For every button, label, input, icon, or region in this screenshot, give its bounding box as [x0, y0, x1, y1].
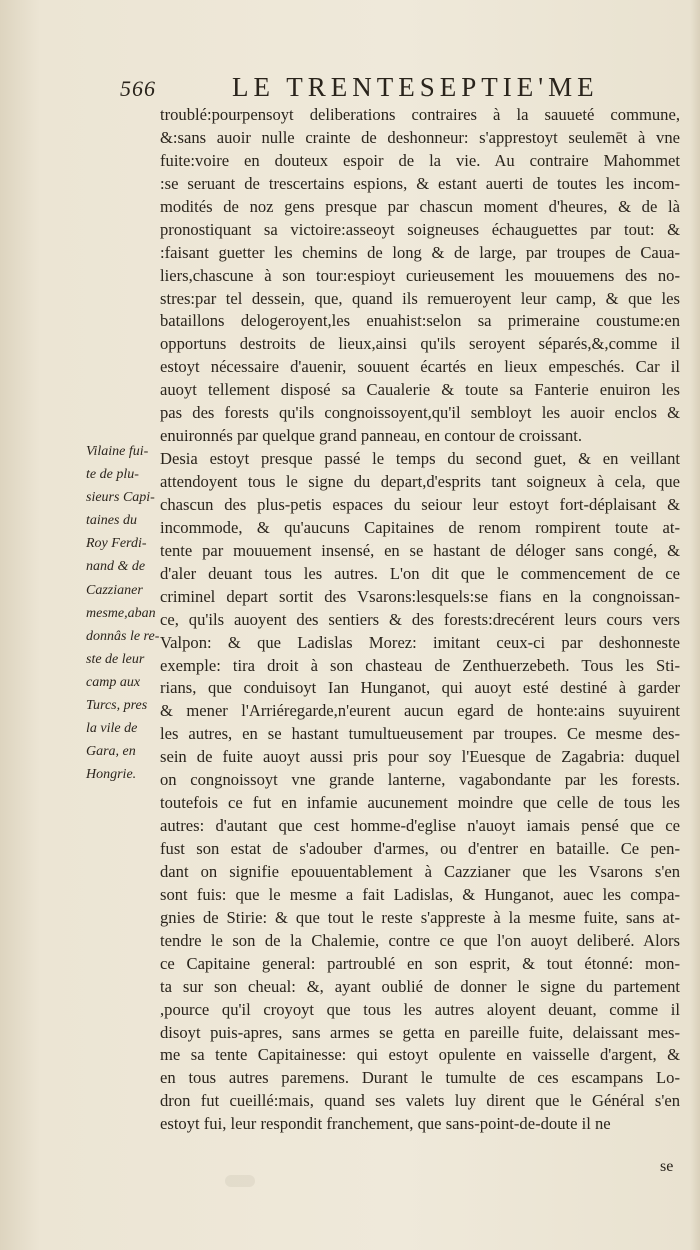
margin-note-line: camp aux [86, 674, 141, 690]
text-line: & mener l'Arriéregarde,n'eurent aucun egard de honte:ains suyuirent [160, 701, 680, 721]
margin-note-line: Turcs, pres [86, 698, 148, 714]
margin-note-line: nand & de [86, 559, 146, 575]
text-line: opportuns destroits de lieux,ainsi qu'ils seroyent séparés,&,comme il [160, 334, 680, 354]
text-line: on congnoissoyt vne grande lanterne, vagabondante par les forests. [160, 770, 680, 790]
text-line: modités de noz gens presque par chascun moment d'heures, & de là [160, 196, 680, 216]
running-title: LE TRENTESEPTIE'ME [232, 72, 599, 102]
text-line: liers,chascune à son tour:espioyt curieusement les mouuemens des no- [160, 265, 680, 285]
text-line: pas des forests qu'ils congnoissoyent,qu'il sembloyt les auoir enclos & [160, 403, 680, 423]
text-line: ta sur son cheual: &, ayant oublié de donner le signe du partement [160, 976, 680, 996]
text-line: enuironnés par quelque grand panneau, en contour de croissant. [160, 426, 583, 446]
text-line: autres: d'autant que cest homme-d'eglise n'auoyt iamais pensé que ce [160, 816, 680, 836]
text-line: :se seruant de trescertains espions, & estant auerti de toutes les incom- [160, 173, 680, 193]
text-line: criminel depart sortit des Vsarons:lesquels:se fians en la congnoissan- [160, 586, 680, 606]
text-line: auoyt tellement disposé sa Caualerie & toute sa Fanterie enuiron les [160, 380, 680, 400]
text-line: pronostiquant sa victoire:asseoyt soigneuses échauguettes par tout: & [160, 219, 680, 239]
text-line: estoyt fui, leur respondit franchement, que sans-point-de-doute il ne [160, 1114, 611, 1134]
text-line: dant on signifie epouuentablement à Cazzianer que les Vsarons s'en [160, 861, 680, 881]
text-line: me sa tente Capitainesse: qui estoyt opulente en vaisselle d'argent, & [160, 1045, 680, 1065]
text-line: sein de fuite auoyt aussi pris pour soy l'Euesque de Zagabria: duquel [160, 747, 680, 767]
text-line: disoyt puis-apres, sans armes se getta en pareille fuite, delaissant mes- [160, 1022, 680, 1042]
margin-note [86, 440, 160, 786]
text-line: fust son estat de s'adouber d'armes, ou d'entrer en bataille. Ce pen- [160, 839, 680, 858]
text-line: sont fuis: que le mesme a fait Ladislas, & Hunganot, auec les compa- [160, 884, 680, 904]
margin-note-line: Hongrie. [86, 767, 137, 783]
margin-note-line: Roy Ferdi- [86, 536, 147, 552]
text-line: stres:par tel dessein, que, quand ils remueroyent leur camp, & que les [160, 288, 680, 308]
margin-note-line: mesme,aban [86, 605, 156, 621]
text-line: Valpon: & que Ladislas Morez: imitant ceux-ci par deshonneste [160, 632, 680, 652]
margin-note-line: taines du [86, 513, 137, 529]
page-header [0, 68, 700, 108]
text-line: tendre le son de la Chalemie, contre ce que l'on auoyt deliberé. Alors [160, 930, 680, 950]
text-line: en tous autres paremens. Durant le tumulte de ces escampans Lo- [160, 1068, 680, 1088]
margin-note-line: Vilaine fui- [86, 444, 149, 459]
margin-note-line: Cazzianer [86, 582, 143, 598]
text-line: chascun des plus-petis espaces du seiour leur estoyt fort-déplaisant & [160, 494, 680, 514]
margin-note-line: te de plu- [86, 467, 139, 483]
text-line: d'aler deuant tous les autres. L'on dit que le commencement de ce [160, 563, 680, 583]
text-line: incommode, & qu'aucuns Capitaines de renom rompirent toute at- [160, 517, 680, 537]
text-line: tente par mouuement insensé, en se hastant de déloger sans congé, & [160, 540, 680, 560]
text-line: ,pource qu'il croyoyt que tous les autres aloyent deuant, comme il [160, 999, 680, 1019]
page-number: 566 [120, 76, 156, 101]
text-line: :faisant guetter les chemins de long & de large, par troupes de Caua- [160, 242, 680, 262]
text-line: Desia estoyt presque passé le temps du second guet, & en veillant [160, 449, 680, 469]
text-line: bataillons delogeroyent,les enuahist:selon sa primeraine coustume:en [160, 311, 680, 331]
margin-note-line: ste de leur [86, 651, 145, 667]
text-line: gnies de Stirie: & que tout le reste s'apprestе à la mesme fuite, sans at- [160, 907, 680, 927]
margin-note-line: la vile de [86, 721, 138, 737]
body-text [160, 104, 680, 1136]
text-line: les autres, en se hastant tumultueusement par troupes. Ce mesme des- [160, 724, 680, 744]
text-line: ce, qu'ils auoyent des sentiers & des forests:drecérent leurs cours vers [160, 609, 680, 629]
text-line: troublé:pourpensoyt deliberations contraires à la sauueté commune, [160, 105, 680, 124]
text-line: attendoyent tous le signe du depart,d'esprits tant soigneux à cela, que [160, 472, 680, 491]
text-line: toutefois ce fut en infamie aucunement moindre que celle de tous les [160, 793, 680, 813]
margin-note-line: donnâs le re- [86, 628, 160, 644]
margin-note-line: sieurs Capi- [86, 490, 155, 506]
text-line: fuite:voire en douteux espoir de la vie. Au contraire Mahommet [160, 150, 680, 170]
text-line: rians, que conduisoyt Ian Hunganot, qui auoyt esté destiné à garder [160, 678, 680, 698]
text-line: dron fut cueillé:mais, quand ses valets luy dirent que le Général s'en [160, 1091, 680, 1111]
text-line: exemple: tira droit à son chasteau de Zenthuerzebeth. Tous les Sti- [160, 655, 680, 675]
text-line: &:sans auoir nulle crainte de deshonneur: s'apprestoyt seulemēt à vne [160, 127, 680, 147]
catchword: se [660, 1158, 674, 1175]
margin-note-line: Gara, en [86, 744, 136, 760]
ink-smudge [225, 1175, 255, 1187]
text-line: ce Capitaine general: partroublé en son esprit, & tout étonné: mon- [160, 953, 680, 973]
text-line: estoyt nécessaire d'auenir, souuent écartés en lieux empeschés. Car il [160, 357, 680, 377]
